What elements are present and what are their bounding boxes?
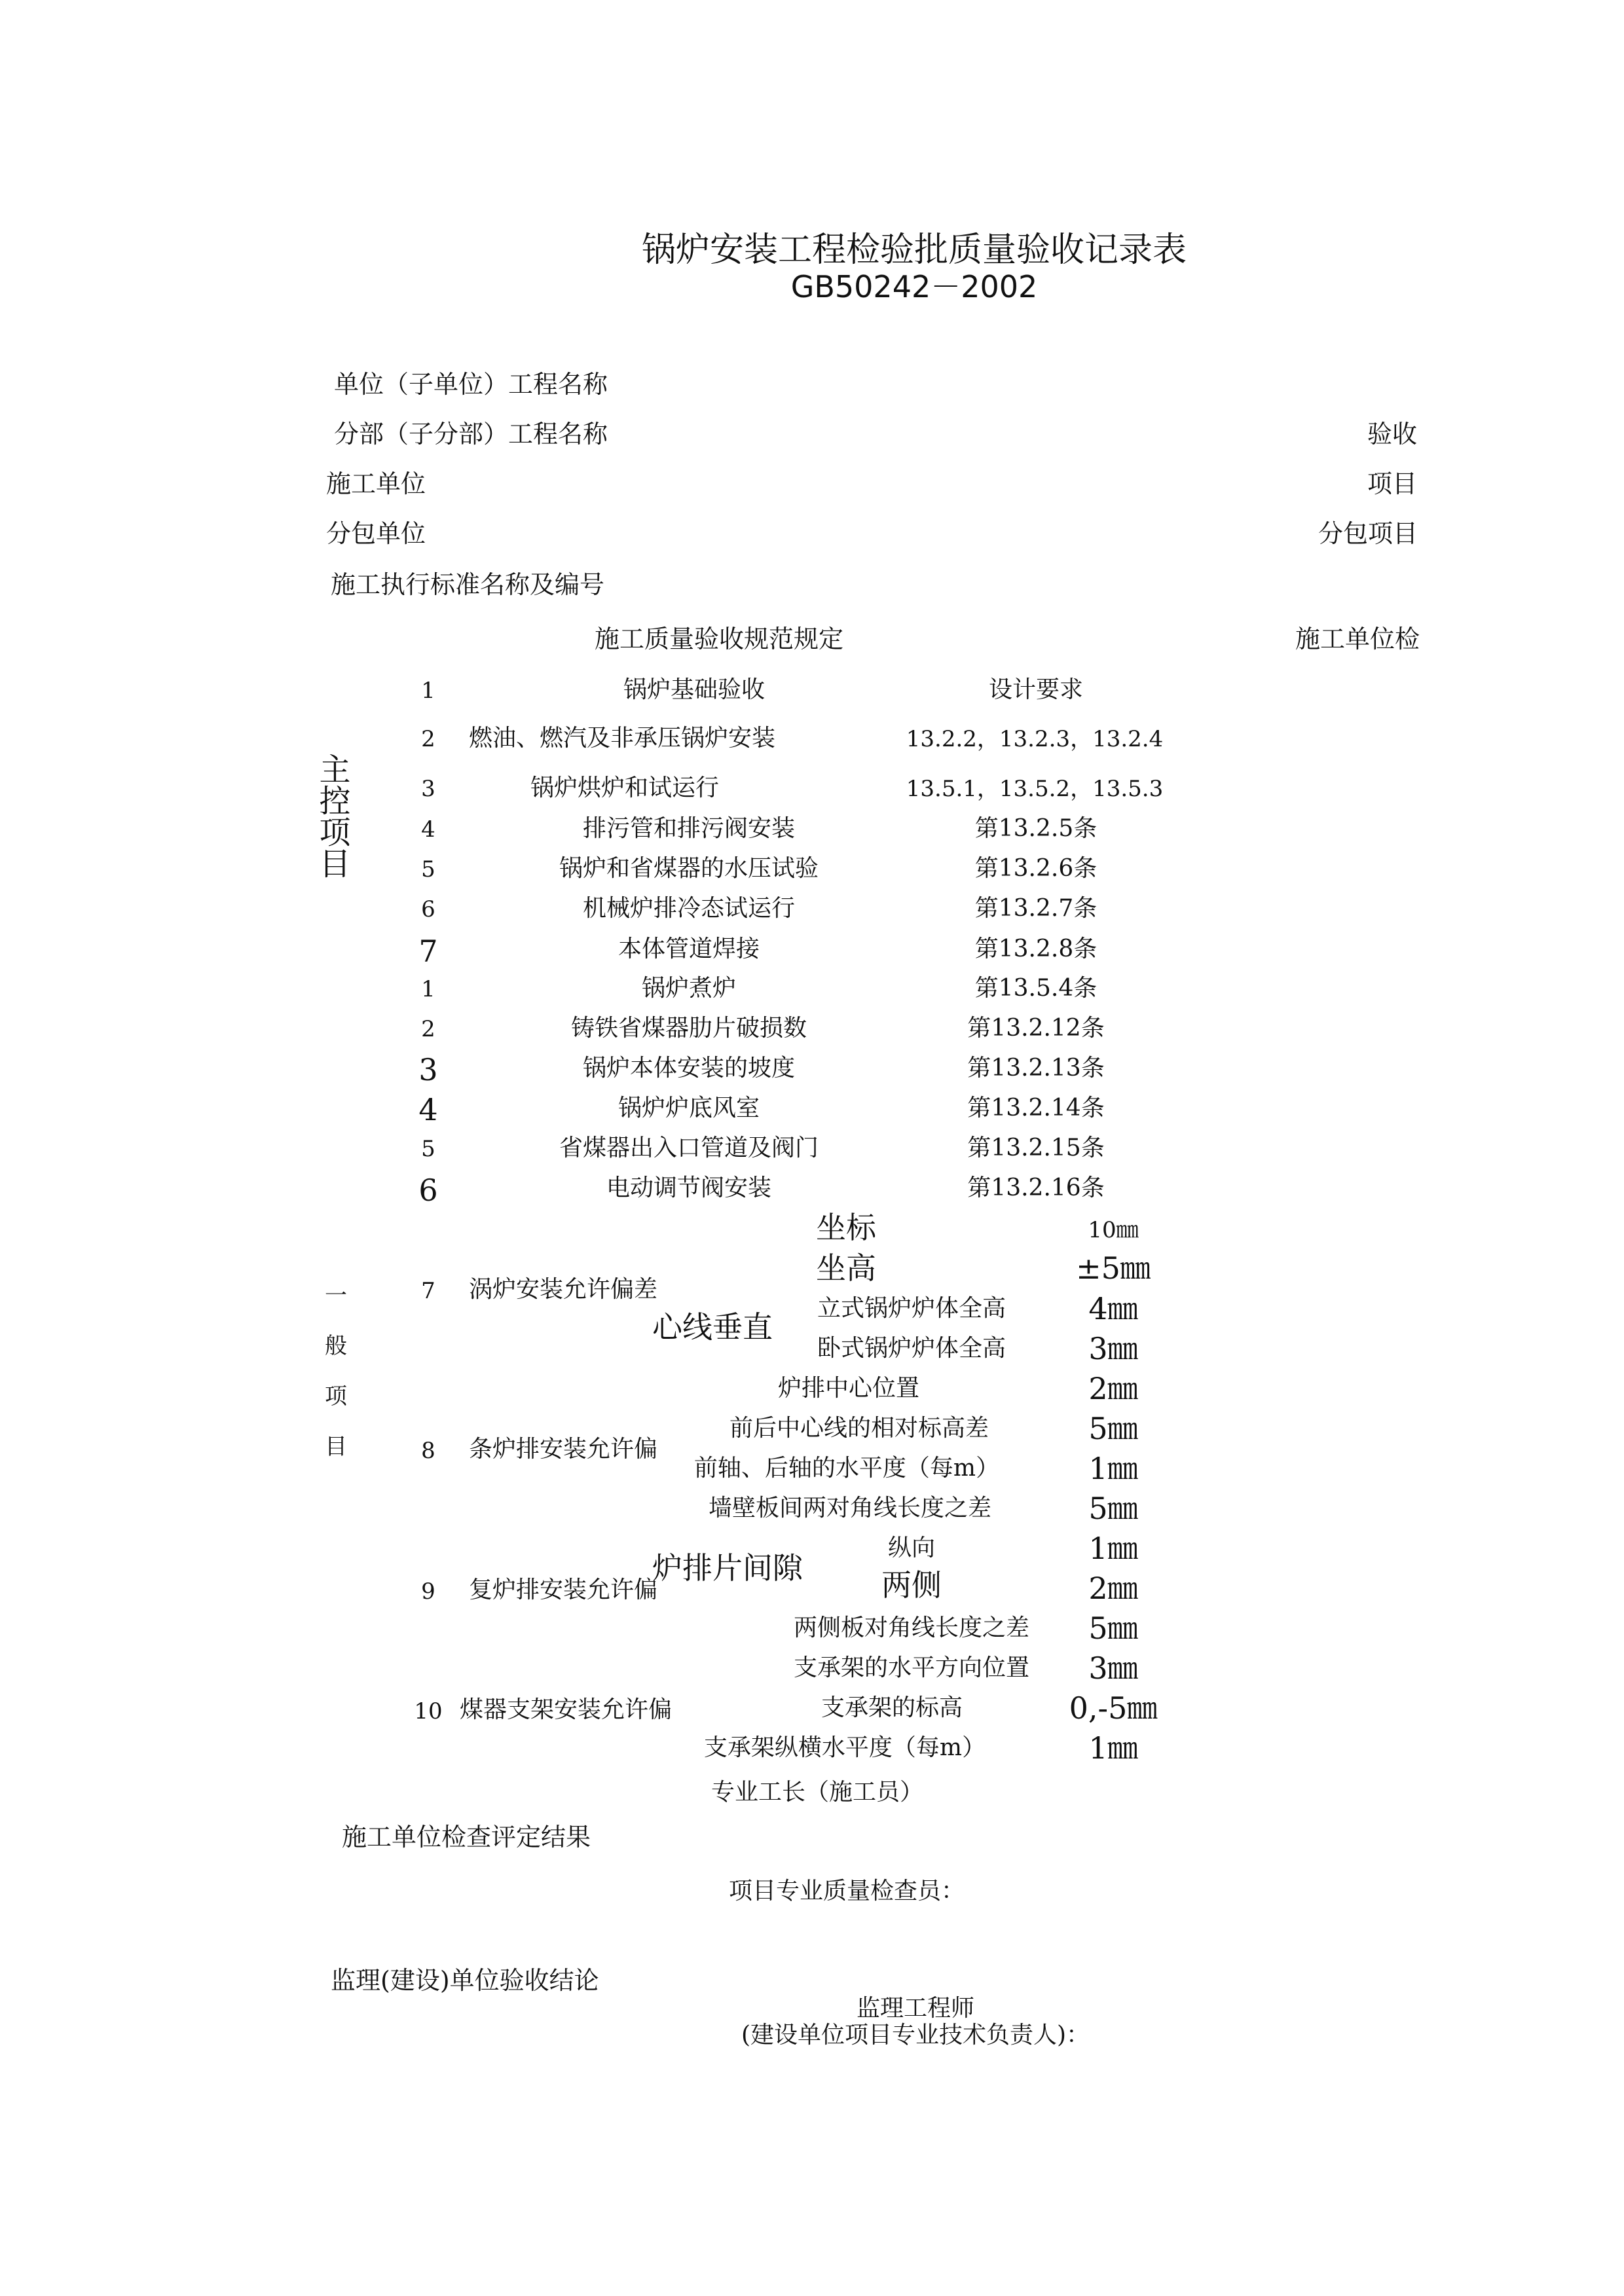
main-item-requirement: 第13.2.8条 xyxy=(974,936,1098,962)
project-label: 项目 xyxy=(1367,469,1418,498)
main-item-name: 锅炉和省煤器的水压试验 xyxy=(559,855,819,882)
tolerance-group-number: 10 xyxy=(414,1698,443,1724)
subcontract-unit-label: 分包单位 xyxy=(326,519,426,548)
main-item-name: 燃油、燃汽及非承压锅炉安装 xyxy=(469,725,776,752)
acceptance-label: 验收 xyxy=(1367,420,1418,448)
tolerance-group-name: 煤器支架安装允许偏 xyxy=(460,1696,673,1723)
sub-project-label: 分部（子分部）工程名称 xyxy=(334,420,608,448)
tolerance-value: 1㎜ xyxy=(1088,1451,1138,1486)
construction-unit-label: 施工单位 xyxy=(326,469,426,498)
tolerance-group-number: 7 xyxy=(421,1278,435,1304)
general-group-char: 项 xyxy=(325,1383,347,1410)
tolerance-value: ±5㎜ xyxy=(1076,1250,1151,1286)
main-item-name: 排污管和排污阀安装 xyxy=(582,815,796,842)
general-item-name: 锅炉炉底风室 xyxy=(618,1095,760,1121)
tolerance-item: 两侧 xyxy=(881,1567,942,1603)
general-item-number: 6 xyxy=(418,1173,438,1208)
general-item-requirement: 第13.2.15条 xyxy=(967,1135,1105,1161)
general-item-number: 3 xyxy=(418,1052,438,1087)
general-item-requirement: 第13.2.14条 xyxy=(967,1095,1105,1121)
main-item-number: 7 xyxy=(418,934,438,969)
spec-column-header: 施工质量验收规范规定 xyxy=(594,625,844,653)
unit-project-label: 单位（子单位）工程名称 xyxy=(334,370,608,399)
tolerance-group-name: 涡炉安装允许偏差 xyxy=(469,1276,658,1303)
tolerance-value: 4㎜ xyxy=(1088,1291,1138,1326)
main-item-name: 机械炉排冷态试运行 xyxy=(582,895,796,922)
check-result-label: 施工单位检查评定结果 xyxy=(342,1823,591,1851)
standard-name-label: 施工执行标准名称及编号 xyxy=(331,570,605,599)
main-item-number: 1 xyxy=(421,678,435,704)
general-item-number: 5 xyxy=(421,1136,435,1162)
general-item-number: 2 xyxy=(421,1016,435,1042)
general-item-name: 锅炉本体安装的坡度 xyxy=(582,1055,796,1082)
supervision-conclusion-label: 监理(建设)单位验收结论 xyxy=(331,1966,599,1995)
tolerance-value: 10㎜ xyxy=(1088,1217,1139,1243)
main-item-number: 5 xyxy=(421,856,435,883)
tolerance-item: 前后中心线的相对标高差 xyxy=(729,1415,989,1442)
general-item-name: 电动调节阀安装 xyxy=(606,1175,772,1201)
general-item-number: 4 xyxy=(418,1092,438,1127)
tolerance-item: 支承架的水平方向位置 xyxy=(793,1654,1030,1681)
general-item-name: 铸铁省煤器肋片破损数 xyxy=(570,1015,807,1042)
general-group-char: 目 xyxy=(325,1434,347,1460)
tolerance-item: 坐标 xyxy=(816,1210,876,1245)
main-item-requirement: 第13.2.6条 xyxy=(974,855,1098,882)
tolerance-group-number: 9 xyxy=(421,1578,435,1605)
tolerance-item: 两侧板对角线长度之差 xyxy=(793,1614,1030,1641)
general-item-requirement: 第13.5.4条 xyxy=(974,975,1098,1002)
general-item-requirement: 第13.2.13条 xyxy=(967,1055,1105,1082)
general-group-char: 般 xyxy=(325,1333,347,1359)
general-group-char: 一 xyxy=(325,1283,347,1309)
main-item-requirement: 设计要求 xyxy=(988,676,1084,703)
standard-code: GB50242－2002 xyxy=(790,269,1038,304)
tolerance-item: 支承架纵横水平度（每m） xyxy=(703,1734,986,1761)
tolerance-item: 墙壁板间两对角线长度之差 xyxy=(708,1495,992,1522)
general-item-requirement: 第13.2.16条 xyxy=(967,1175,1105,1201)
tolerance-item: 卧式锅炉炉体全高 xyxy=(817,1335,1006,1362)
main-item-number: 4 xyxy=(421,816,435,843)
tolerance-item: 炉排中心位置 xyxy=(777,1375,920,1402)
main-items-group-label: 主控项目 xyxy=(313,753,350,879)
general-item-number: 1 xyxy=(421,976,435,1002)
main-item-name: 锅炉基础验收 xyxy=(623,676,766,703)
subcontract-project-label: 分包项目 xyxy=(1318,519,1418,548)
tolerance-group-name: 条炉排安装允许偏 xyxy=(469,1436,658,1463)
engineer-label: 监理工程师 xyxy=(856,1995,975,2022)
tolerance-item: 纵向 xyxy=(887,1535,936,1561)
tolerance-group-name: 复炉排安装允许偏 xyxy=(469,1576,658,1603)
inspector-label: 项目专业质量检查员： xyxy=(728,1878,965,1904)
check-column-header: 施工单位检 xyxy=(1295,625,1420,653)
tolerance-value: 3㎜ xyxy=(1088,1331,1138,1366)
main-item-name: 本体管道焊接 xyxy=(618,936,760,962)
main-item-requirement: 13.5.1，13.5.2，13.5.3 xyxy=(906,776,1164,802)
tolerance-item: 坐高 xyxy=(816,1250,876,1286)
general-item-requirement: 第13.2.12条 xyxy=(967,1015,1105,1042)
tolerance-value: 3㎜ xyxy=(1088,1650,1138,1686)
tolerance-item: 立式锅炉炉体全高 xyxy=(817,1295,1006,1322)
main-item-name: 锅炉烘炉和试运行 xyxy=(530,774,720,801)
tolerance-value: 5㎜ xyxy=(1088,1411,1138,1446)
tolerance-value: 5㎜ xyxy=(1088,1611,1138,1646)
grate-gap-subgroup: 炉排片间隙 xyxy=(652,1550,803,1586)
general-item-name: 省煤器出入口管道及阀门 xyxy=(559,1135,819,1161)
main-item-requirement: 13.2.2，13.2.3，13.2.4 xyxy=(906,726,1164,752)
main-item-number: 6 xyxy=(421,896,435,922)
center-vertical-subgroup: 心线垂直 xyxy=(652,1309,773,1345)
main-item-requirement: 第13.2.5条 xyxy=(974,815,1098,842)
tolerance-item: 前轴、后轴的水平度（每m） xyxy=(693,1455,1000,1482)
main-item-number: 2 xyxy=(421,726,435,752)
main-item-requirement: 第13.2.7条 xyxy=(974,895,1098,922)
tolerance-value: 1㎜ xyxy=(1088,1531,1138,1566)
tolerance-item: 支承架的标高 xyxy=(821,1694,963,1721)
tolerance-value: 0,-5㎜ xyxy=(1069,1690,1158,1726)
main-item-number: 3 xyxy=(421,776,435,802)
engineer-note: (建设单位项目专业技术负责人)： xyxy=(741,2022,1090,2049)
general-item-name: 锅炉煮炉 xyxy=(641,975,737,1002)
page-title: 锅炉安装工程检验批质量验收记录表 xyxy=(641,230,1187,270)
foreman-label: 专业工长（施工员） xyxy=(710,1779,924,1806)
tolerance-group-number: 8 xyxy=(421,1438,435,1464)
tolerance-value: 2㎜ xyxy=(1088,1371,1138,1406)
tolerance-value: 2㎜ xyxy=(1088,1571,1138,1606)
tolerance-value: 5㎜ xyxy=(1088,1491,1138,1526)
tolerance-value: 1㎜ xyxy=(1088,1730,1138,1766)
